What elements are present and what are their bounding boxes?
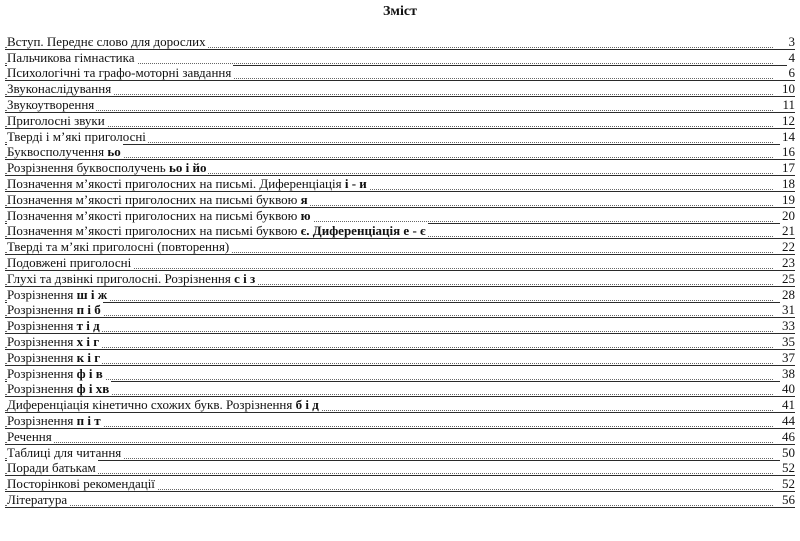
toc-entry	[5, 113, 795, 129]
toc-entry-label: Позначення м’якості приголосних на письмі. Диференціація	[7, 175, 345, 191]
toc-entry-label: Подовжені приголосні	[7, 254, 132, 270]
toc-entry-label: Розрізнення	[7, 381, 77, 397]
toc-entry-title	[7, 223, 428, 238]
toc-entry-letters: ш і ж	[76, 286, 108, 302]
toc-page-number: 20	[782, 207, 795, 223]
toc-entry-label: Вступ. Переднє слово для дорослих	[7, 33, 206, 49]
toc-page-number: 10	[782, 81, 795, 97]
toc-page-number: 23	[782, 254, 795, 270]
toc-entry-title	[7, 476, 157, 491]
toc-entry-title	[7, 413, 103, 428]
toc-entry	[5, 397, 795, 413]
toc-entry	[5, 303, 795, 319]
toc-entry-letters: п і т	[76, 412, 101, 428]
toc-entry	[5, 66, 795, 82]
toc-entry-title	[7, 97, 96, 112]
toc-entry-label: Звуконаслідування	[7, 81, 112, 97]
dot-leader	[5, 344, 773, 348]
toc-page-number: 41	[782, 397, 795, 413]
toc-entry	[5, 461, 795, 477]
toc-entry-title	[7, 192, 310, 207]
toc-page-number: 25	[782, 270, 795, 286]
toc-entry	[5, 476, 795, 492]
toc-entry-title	[7, 50, 137, 65]
toc-entry-label: Глухі та дзвінкі приголосні. Розрізнення	[7, 270, 235, 286]
dot-leader	[5, 391, 773, 395]
toc-page-number: 14	[782, 128, 795, 144]
toc-page-number: 38	[782, 365, 795, 381]
toc-entry-letters: с і з	[234, 270, 256, 286]
toc-page-number: 37	[782, 349, 795, 365]
toc-page-number: 46	[782, 428, 795, 444]
table-of-contents	[5, 34, 795, 508]
toc-page-number: 40	[782, 381, 795, 397]
toc-entry	[5, 382, 795, 398]
toc-entry-label: Позначення м’якості приголосних на письмі буквою	[7, 191, 301, 207]
toc-entry-label: Розрізнення	[7, 302, 77, 318]
toc-entry	[5, 81, 795, 97]
dot-leader	[5, 123, 773, 127]
toc-entry-title	[7, 255, 133, 270]
toc-entry	[5, 97, 795, 113]
toc-entry-letters: т і д	[76, 318, 100, 334]
toc-entry-title	[7, 239, 231, 254]
toc-entry-label: Розрізнення	[7, 365, 77, 381]
toc-page-number: 52	[782, 460, 795, 476]
toc-entry-title	[7, 429, 54, 444]
toc-entry-letters: і - и	[344, 175, 367, 191]
toc-entry-label: Позначення м’якості приголосних на письмі буквою	[7, 223, 301, 239]
toc-entry-label: Розрізнення буквосполучень	[7, 160, 169, 176]
toc-entry-label: Речення	[7, 428, 52, 444]
toc-entry-label: Розрізнення	[7, 286, 77, 302]
toc-entry-title	[7, 144, 123, 159]
toc-page-number: 11	[782, 96, 795, 112]
toc-entry-label: Тверді і м’які приголосні	[7, 128, 146, 144]
toc-page-number: 4	[788, 49, 795, 65]
toc-entry	[5, 208, 795, 224]
toc-entry-title	[7, 271, 257, 286]
toc-entry-letters: ьо і йо	[168, 160, 207, 176]
toc-entry-label: Звукоутворення	[7, 96, 95, 112]
toc-page-number: 22	[782, 239, 795, 255]
dot-leader	[5, 360, 773, 364]
toc-entry-letters: я	[300, 191, 308, 207]
dot-leader	[5, 439, 773, 443]
toc-entry-label: Розрізнення	[7, 333, 77, 349]
toc-entry	[5, 176, 795, 192]
toc-entry-title	[7, 350, 102, 365]
toc-page-number: 56	[782, 491, 795, 507]
dot-leader	[5, 91, 773, 95]
toc-entry-title	[7, 208, 313, 223]
toc-page-number: 44	[782, 412, 795, 428]
toc-entry-label: Розрізнення	[7, 412, 77, 428]
toc-entry-title	[7, 366, 105, 381]
toc-entry	[5, 255, 795, 271]
toc-entry	[5, 239, 795, 255]
toc-entry	[5, 318, 795, 334]
dot-leader	[5, 328, 773, 332]
toc-entry-title	[7, 492, 69, 507]
toc-entry	[5, 445, 795, 461]
toc-entry	[5, 413, 795, 429]
toc-entry-letters: ю	[300, 207, 311, 223]
toc-entry-label: Посторінкові рекомендації	[7, 476, 155, 492]
toc-page-number: 35	[782, 333, 795, 349]
toc-entry-title	[7, 129, 148, 144]
toc-entry-label: Диференціація кінетично схожих букв. Розрізнення	[7, 397, 296, 413]
toc-page-number: 19	[782, 191, 795, 207]
toc-entry-label: Розрізнення	[7, 318, 77, 334]
toc-entry	[5, 224, 795, 240]
dot-leader	[5, 502, 773, 506]
toc-entry-label: Таблиці для читання	[7, 444, 122, 460]
toc-entry-letters: ьо	[107, 144, 121, 160]
toc-entry-letters: к і г	[76, 349, 101, 365]
toc-entry-title	[7, 65, 233, 80]
toc-entry-label: Пальчикова гімнастика	[7, 49, 135, 65]
dot-leader	[5, 423, 773, 427]
toc-page-number: 6	[788, 65, 795, 81]
toc-entry-title	[7, 460, 98, 475]
dot-leader	[5, 470, 773, 474]
toc-page-number: 3	[788, 33, 795, 49]
toc-page-number: 52	[782, 476, 795, 492]
toc-entry-letters: х і г	[76, 333, 100, 349]
toc-entry-letters: ф і хв	[76, 381, 110, 397]
toc-entry-label: Позначення м’якості приголосних на письмі буквою	[7, 207, 301, 223]
toc-entry-title	[7, 34, 208, 49]
toc-entry-label: Тверді та м’які приголосні (повторення)	[7, 239, 230, 255]
toc-entry-label: Розрізнення	[7, 349, 77, 365]
toc-entry-label: Психологічні та графо-моторні завдання	[7, 65, 232, 81]
toc-entry-label: Буквосполучення	[7, 144, 108, 160]
toc-entry	[5, 50, 795, 66]
toc-page-number: 12	[782, 112, 795, 128]
toc-entry	[5, 271, 795, 287]
toc-page-number: 18	[782, 175, 795, 191]
toc-entry-title	[7, 176, 369, 191]
toc-page-number: 21	[782, 223, 795, 239]
toc-entry	[5, 160, 795, 176]
toc-page-number: 50	[782, 444, 795, 460]
toc-entry	[5, 366, 795, 382]
toc-page-number: 33	[782, 318, 795, 334]
toc-entry-title	[7, 287, 109, 302]
toc-entry-label: Література	[7, 491, 68, 507]
toc-page-number: 28	[782, 286, 795, 302]
dot-leader	[5, 376, 773, 380]
dot-leader	[5, 107, 773, 111]
toc-entry-title	[7, 113, 107, 128]
toc-entry	[5, 350, 795, 366]
toc-entry-title	[7, 81, 113, 96]
toc-entry	[5, 145, 795, 161]
toc-entry-title	[7, 302, 103, 317]
toc-entry-letters: ф і в	[76, 365, 103, 381]
toc-entry-title	[7, 160, 208, 175]
toc-entry	[5, 129, 795, 145]
toc-entry-letters: є. Диференціація е - є	[300, 223, 426, 239]
dot-leader	[5, 312, 773, 316]
toc-entry-letters: б і д	[295, 397, 319, 413]
toc-entry	[5, 192, 795, 208]
toc-entry-title	[7, 397, 321, 412]
toc-entry-title	[7, 445, 123, 460]
toc-page-number: 17	[782, 160, 795, 176]
toc-entry-letters: п і б	[76, 302, 101, 318]
toc-page-number: 16	[782, 144, 795, 160]
toc-entry	[5, 334, 795, 350]
toc-page-number: 31	[782, 302, 795, 318]
toc-entry-label: Поради батькам	[7, 460, 96, 476]
toc-entry	[5, 429, 795, 445]
toc-entry-title	[7, 318, 102, 333]
page-title: Зміст	[383, 4, 417, 19]
toc-entry-title	[7, 334, 101, 349]
dot-leader	[5, 297, 773, 301]
toc-entry-title	[7, 381, 111, 396]
toc-entry	[5, 492, 795, 508]
toc-entry-label: Приголосні звуки	[7, 112, 105, 128]
toc-entry	[5, 34, 795, 50]
toc-entry	[5, 287, 795, 303]
